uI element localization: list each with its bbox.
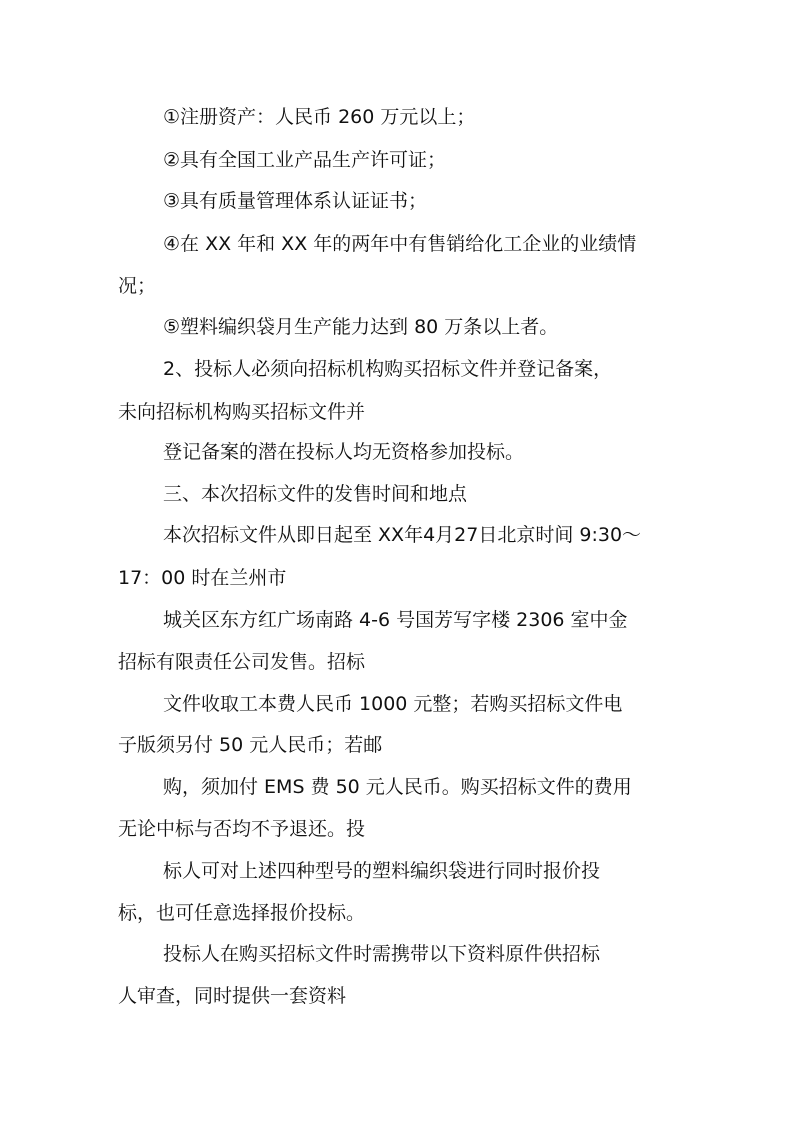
text-line: 购，须加付 EMS 费 50 元人民币。购买招标文件的费用 (163, 776, 632, 798)
text-line: 城关区东方红广场南路 4-6 号国芳写字楼 2306 室中金 (163, 609, 628, 631)
text-line: ⑤塑料编织袋月生产能力达到 80 万条以上者。 (163, 316, 559, 338)
text-line: 无论中标与否均不予退还。投 (118, 818, 366, 840)
text-line: 况； (118, 275, 157, 297)
text-line: 标人可对上述四种型号的塑料编织袋进行同时报价投 (163, 860, 601, 882)
text-line: ④在 XX 年和 XX 年的两年中有售销给化工企业的业绩情 (163, 233, 637, 255)
text-line: 17：00 时在兰州市 (118, 567, 287, 589)
text-line: 三、本次招标文件的发售时间和地点 (163, 483, 468, 505)
text-line: 文件收取工本费人民币 1000 元整；若购买招标文件电 (163, 693, 623, 715)
text-line: 人审查，同时提供一套资料 (118, 985, 347, 1007)
text-line: 标，也可任意选择报价投标。 (118, 902, 366, 924)
text-line: 登记备案的潜在投标人均无资格参加投标。 (163, 441, 525, 463)
text-line: 本次招标文件从即日起至 XX年4月27日北京时间 9:30～ (163, 524, 642, 546)
text-line: 2、投标人必须向招标机构购买招标文件并登记备案， (163, 358, 613, 380)
text-line: ①注册资产：人民币 260 万元以上； (163, 106, 476, 128)
text-line: 子版须另付 50 元人民币；若邮 (118, 734, 383, 756)
text-line: 未向招标机构购买招标文件并 (118, 401, 366, 423)
text-line: ②具有全国工业产品生产许可证； (163, 149, 447, 171)
text-line: 投标人在购买招标文件时需携带以下资料原件供招标 (163, 943, 601, 965)
text-line: 招标有限责任公司发售。招标 (118, 651, 366, 673)
text-line: ③具有质量管理体系认证证书； (163, 190, 428, 212)
